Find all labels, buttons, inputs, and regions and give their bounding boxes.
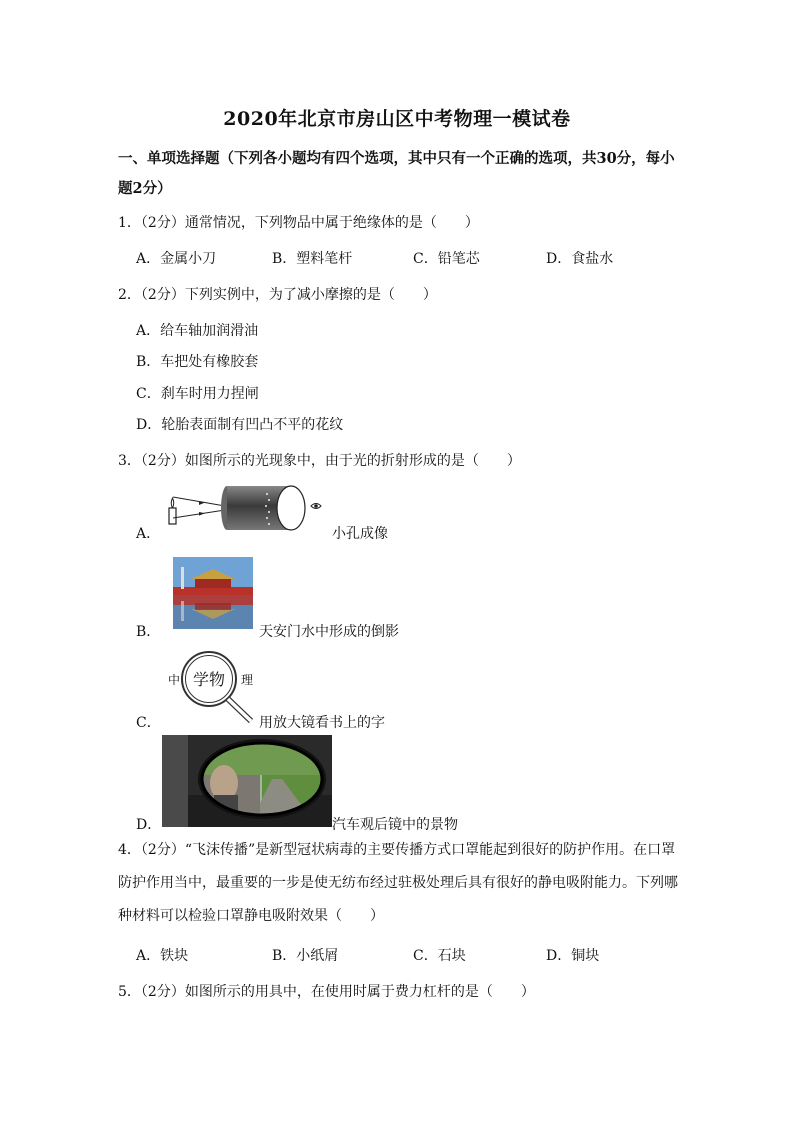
question-3-option-c-caption: 用放大镜看书上的字 [259,715,385,731]
question-3-option-b-label[interactable]: B． [136,624,161,640]
section-heading: 一、单项选择题（下列各小题均有四个选项，其中只有一个正确的选项，共30分，每小题2分） [118,150,675,197]
question-3-option-d-label[interactable]: D． [136,817,162,833]
question-4-stem: 4．（2分）“飞沫传播”是新型冠状病毒的主要传播方式口罩能起到很好的防护作用。在口罩防护作用当中，最重要的一步是使无纺布经过驻极处理后具有很好的静电吸附能力。下列哪种材料可以检验口罩静电吸附效果（ ） [118,842,678,924]
question-3-stem: 3．（2分）如图所示的光现象中，由于光的折射形成的是（ ） [118,453,521,469]
question-4-option-c[interactable]: C．石块 [413,948,466,964]
question-2-option-a[interactable]: A．给车轴加润滑油 [136,323,259,339]
question-2-option-d[interactable]: D．轮胎表面制有凹凸不平的花纹 [136,417,344,433]
question-4-option-d[interactable]: D．铜块 [546,948,600,964]
question-1-option-c[interactable]: C．铅笔芯 [413,251,480,267]
question-2-stem: 2．（2分）下列实例中，为了减小摩擦的是（ ） [118,287,437,303]
magnifier-illustration [163,649,258,725]
question-1-option-a[interactable]: A．金属小刀 [136,251,217,267]
question-4-option-b[interactable]: B．小纸屑 [272,948,339,964]
question-3-option-a-caption: 小孔成像 [332,526,388,542]
question-2-option-b[interactable]: B．车把处有橡胶套 [136,354,259,370]
question-3-option-c-label[interactable]: C． [136,715,161,731]
question-5-stem: 5．（2分）如图所示的用具中，在使用时属于费力杠杆的是（ ） [118,984,535,1000]
question-3-option-d-caption: 汽车观后镜中的景物 [332,817,458,833]
tiananmen-reflection-photo [173,557,253,629]
question-1-option-d[interactable]: D．食盐水 [546,251,614,267]
magnifier-text-right: 理 [241,673,254,687]
question-1-option-b[interactable]: B．塑料笔杆 [272,251,353,267]
question-1-stem: 1．（2分）通常情况，下列物品中属于绝缘体的是（ ） [118,215,479,231]
page-title: 2020年北京市房山区中考物理一模试卷 [223,108,571,130]
question-3-option-b-caption: 天安门水中形成的倒影 [259,624,399,640]
pinhole-camera-illustration [163,482,329,538]
car-mirror-photo [162,735,332,827]
question-4-option-a[interactable]: A．铁块 [136,948,189,964]
magnifier-text-center: 学物 [192,670,226,689]
question-2-option-c[interactable]: C．刹车时用力捏闸 [136,386,259,402]
magnifier-text-left: 中 [168,673,181,687]
question-3-option-a-label[interactable]: A． [136,526,161,542]
